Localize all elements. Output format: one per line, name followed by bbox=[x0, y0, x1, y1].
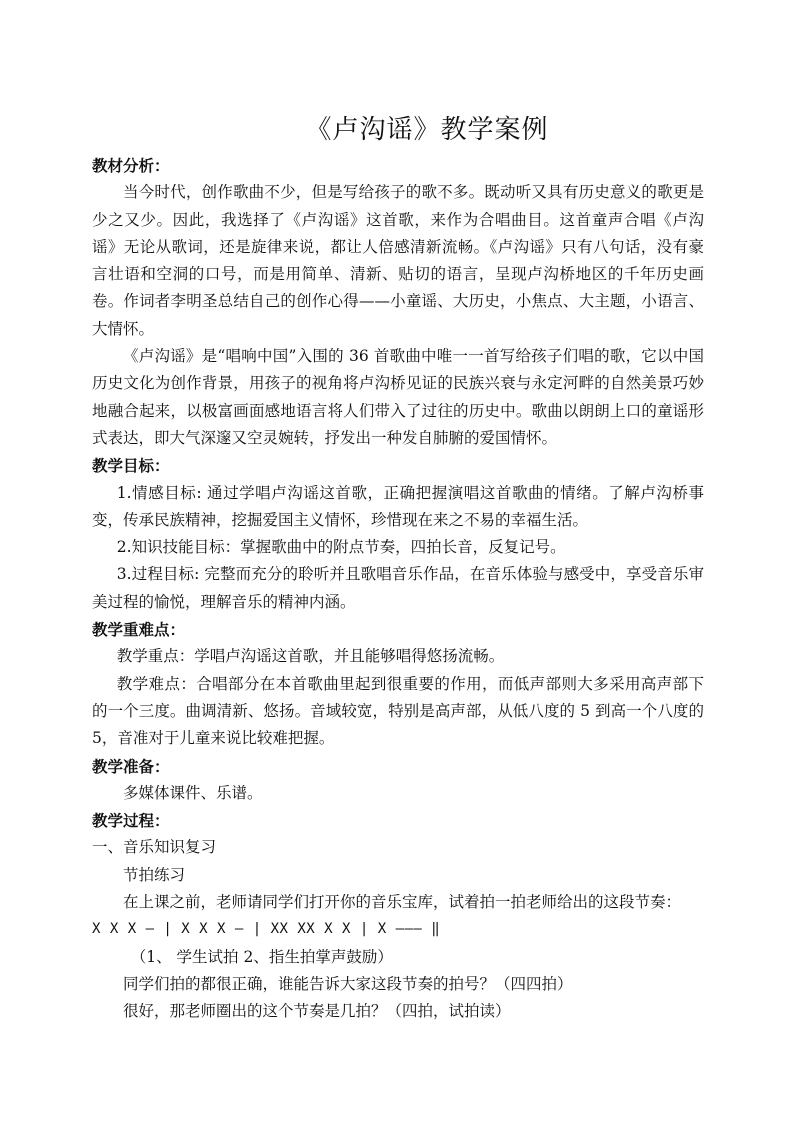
rhythm-notation: X X X — | X X X — | XX XX X X | X ——— ‖ bbox=[92, 921, 441, 938]
difficult-point: 教学难点：合唱部分在本首歌曲里起到很重要的作用，而低声部则大多采用高声部下的一个三度。曲调清新、悠扬。音域较宽，特别是高声部，从低八度的 5 到高一个八度的 5，音准对于儿童来说比较难把握。 bbox=[92, 674, 704, 748]
analysis-paragraph-1: 当今时代，创作歌曲不少，但是写给孩子的歌不多。既动听又具有历史意义的歌更是少之又少。因此，我选择了《卢沟谣》这首歌，来作为合唱曲目。这首童声合唱《卢沟谣》无论从歌词，还是旋律来说，都让人倍感清新流畅。《卢沟谣》只有八句话，没有豪言壮语和空洞的口号，而是用简单、清新、贴切的语言，呈现卢沟桥地区的千年历史画卷。作词者李明圣总结自己的创作心得——小童谣、大历史，小焦点、大主题，小语言、大情怀。 bbox=[92, 183, 704, 338]
section-heading-analysis: 教材分析： bbox=[92, 156, 170, 175]
process-question-1: 同学们拍的都很正确，谁能告诉大家这段节奏的拍号？（四四拍） bbox=[123, 974, 573, 993]
preparation-text: 多媒体课件、乐谱。 bbox=[123, 783, 263, 802]
section-heading-keypoints: 教学重难点： bbox=[92, 620, 186, 640]
process-item-beat-practice: 节拍练习 bbox=[123, 865, 186, 884]
process-subheading-review: 一、音乐知识复习 bbox=[92, 838, 217, 857]
section-heading-goals: 教学目标： bbox=[92, 456, 170, 476]
section-heading-process: 教学过程： bbox=[92, 811, 170, 831]
analysis-paragraph-2: 《卢沟谣》是“唱响中国”入围的 36 首歌曲中唯一一首写给孩子们唱的歌，它以中国历史文化为创作背景，用孩子的视角将卢沟桥见证的民族兴衰与永定河畔的自然美景巧妙地融合起来，以极富画面感地语言将人们带入了过往的历史中。歌曲以朗朗上口的童谣形式表达，即大气深邃又空灵婉转，抒发出一种发自肺腑的爱国情怀。 bbox=[92, 347, 704, 447]
process-question-2: 很好，那老师圈出的这个节奏是几拍？（四拍，试拍读） bbox=[123, 1002, 511, 1021]
document-body bbox=[92, 152, 704, 1026]
goal-knowledge: 2.知识技能目标：掌握歌曲中的附点节奏，四拍长音，反复记号。 bbox=[116, 538, 566, 557]
goal-emotional: 1.情感目标: 通过学唱卢沟谣这首歌，正确把握演唱这首歌曲的情绪。了解卢沟桥事变，传承民族精神，挖掘爱国主义情怀，珍惜现在来之不易的幸福生活。 bbox=[92, 483, 704, 529]
key-point: 教学重点：学唱卢沟谣这首歌，并且能够唱得悠扬流畅。 bbox=[116, 647, 505, 666]
document-title: 《卢沟谣》教学案例 bbox=[305, 115, 549, 145]
section-heading-preparation: 教学准备： bbox=[92, 756, 170, 776]
process-steps: （1、 学生试拍 2、指生拍掌声鼓励） bbox=[130, 947, 393, 966]
goal-process: 3.过程目标: 完整而充分的聆听并且歌唱音乐作品，在音乐体验与感受中，享受音乐审美过程的愉悦，理解音乐的精神内涵。 bbox=[92, 565, 704, 611]
process-intro: 在上课之前，老师请同学们打开你的音乐宝库，试着拍一拍老师给出的这段节奏： bbox=[123, 893, 682, 912]
